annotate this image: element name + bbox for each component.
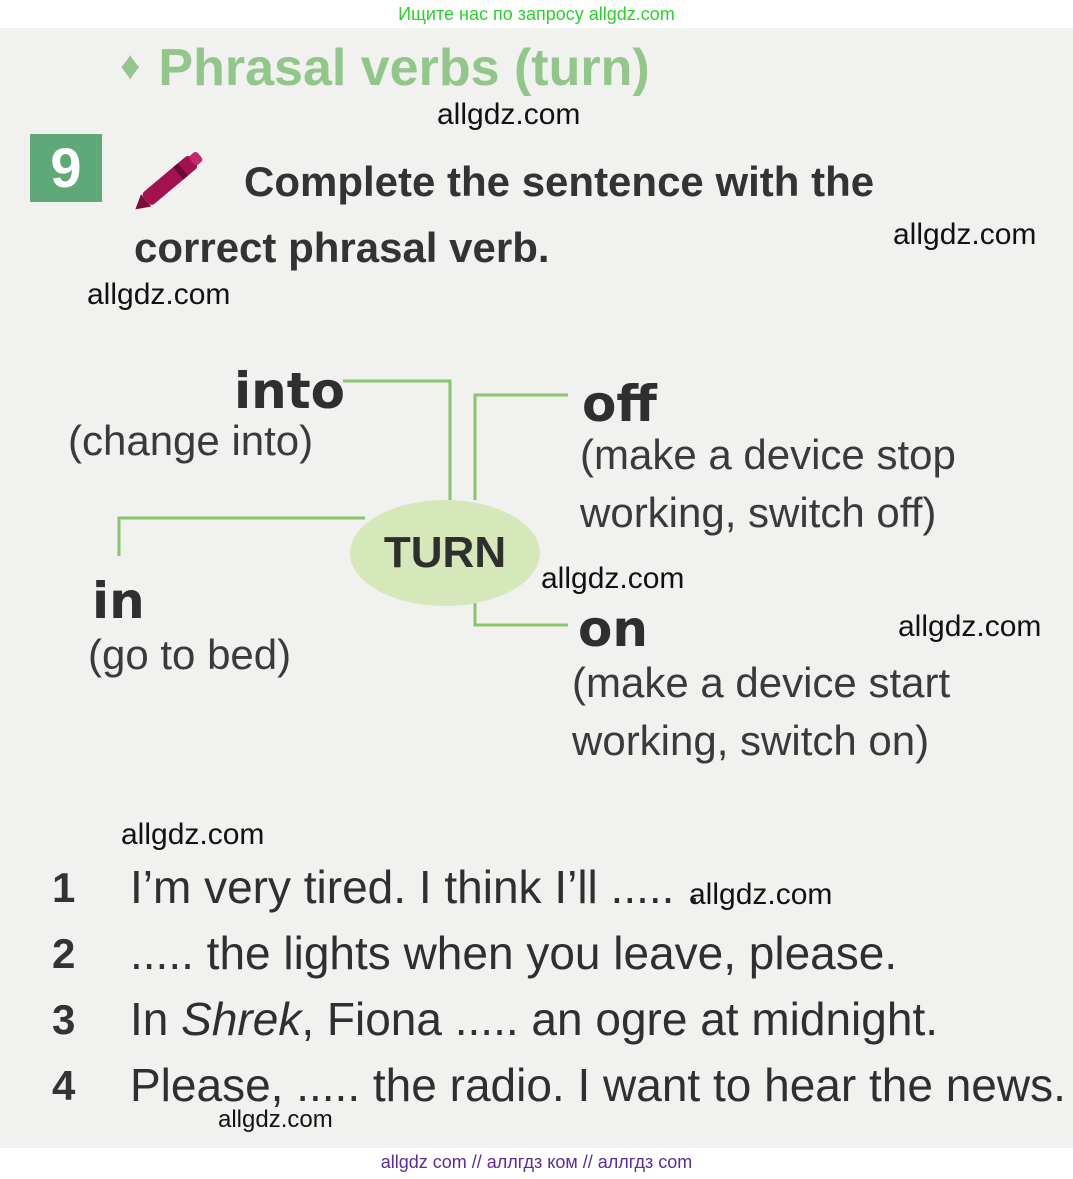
watermark: allgdz.com: [218, 1106, 333, 1133]
watermark: allgdz.com: [689, 878, 833, 911]
sentence-number-3: 3: [52, 996, 76, 1043]
meaning-on: (make a device start working, switch on): [572, 659, 951, 764]
watermark: allgdz.com: [437, 98, 581, 131]
meaning-off: (make a device stop working, switch off): [580, 431, 956, 536]
section-title-text: Phrasal verbs (turn): [158, 39, 650, 97]
top-banner[interactable]: Ищите нас по запросу allgdz.com: [398, 4, 675, 24]
watermark: allgdz.com: [121, 818, 265, 851]
sentence-number-1: 1: [52, 864, 76, 911]
watermark: allgdz.com: [898, 610, 1042, 643]
bottom-banner[interactable]: allgdz com // аллгдз ком // аллгдз com: [380, 1152, 693, 1172]
verb-into: into: [234, 362, 345, 420]
sentence-3-start: In: [130, 993, 182, 1045]
verb-on: on: [578, 600, 648, 658]
connector-in: [119, 518, 365, 556]
meaning-into: (change into): [68, 417, 314, 464]
watermark: allgdz.com: [541, 562, 685, 595]
turn-label: TURN: [383, 528, 507, 577]
sentence-4: Please, ..... the radio. I want to hear the news.: [130, 1059, 1066, 1111]
watermark: allgdz.com: [87, 278, 231, 311]
instruction-line-1: Complete the sentence with the: [244, 158, 875, 205]
sentence-3-end: , Fiona ..... an ogre at midnight.: [301, 993, 939, 1045]
watermark: allgdz.com: [893, 218, 1037, 251]
instruction-line-2: correct phrasal verb.: [134, 224, 550, 271]
exercise-number: 9: [30, 134, 102, 202]
sentence-number-4: 4: [52, 1062, 76, 1109]
sentence-3: [130, 992, 938, 1046]
verb-in: in: [92, 572, 145, 630]
sentence-number-2: 2: [52, 930, 76, 977]
sentence-2: ..... the lights when you leave, please.: [130, 927, 898, 979]
sentence-3-title: Shrek: [181, 993, 302, 1045]
diamond-icon: ♦: [120, 44, 141, 88]
verb-off: off: [582, 375, 657, 433]
sentence-1: I’m very tired. I think I’ll ..... .: [130, 861, 701, 913]
connector-off: [475, 395, 568, 500]
meaning-in: (go to bed): [88, 631, 292, 678]
